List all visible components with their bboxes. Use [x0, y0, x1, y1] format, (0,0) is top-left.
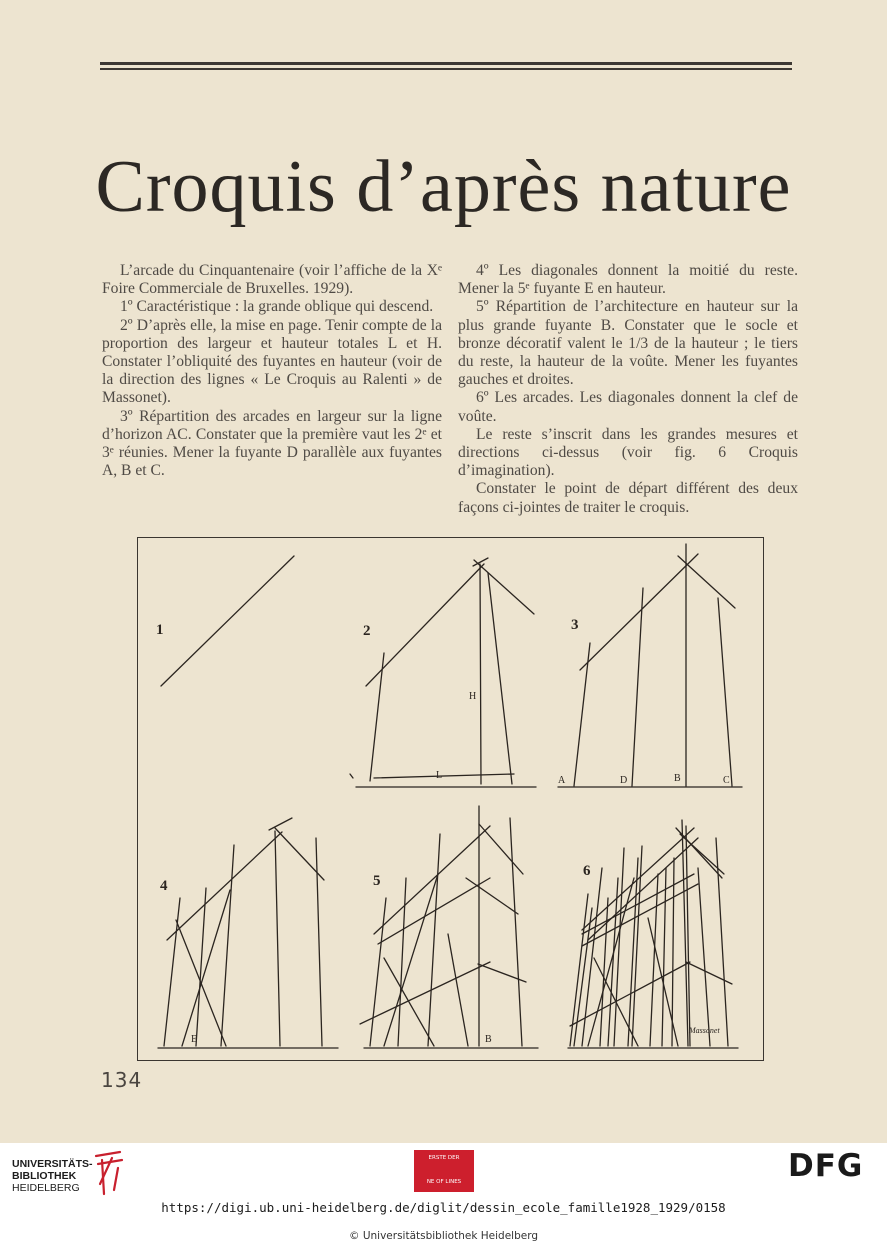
paragraph: 2º D’après elle, la mise en page. Tenir compte de la proportion des largeur et hauteur totales L et H. Constater l’obliquité des fuyantes en hauteur (voir de la direction des lignes « Le Croquis au Ralenti » de Massonet). [102, 316, 442, 407]
sketch-line [370, 653, 384, 781]
library-name-line3: HEIDELBERG [12, 1182, 80, 1194]
library-name-line1: UNIVERSITÄTS- [12, 1158, 93, 1170]
label-d: D [620, 775, 628, 786]
paragraph: 1º Caractéristique : la grande oblique qui descend. [120, 298, 434, 316]
header-rule-thick [100, 62, 792, 65]
library-name-line2: BIBLIOTHEK [12, 1170, 77, 1182]
header-rule-thin [100, 68, 792, 70]
sketch-line [570, 894, 588, 1046]
sketch-line [384, 958, 434, 1046]
page-title: Croquis d’après nature [95, 146, 792, 228]
panel-number: 5 [373, 873, 381, 889]
panel-number: 3 [571, 617, 579, 633]
panel-number: 4 [160, 878, 168, 894]
sketch-line [574, 643, 590, 786]
paragraph: Le reste s’inscrit dans les grandes mesures et directions ci-dessus (voir fig. 6 Croquis d’imagination). [458, 425, 798, 480]
sketch-line [374, 826, 490, 934]
paragraph: L’arcade du Cinquantenaire (voir l’affiche de la Xᵉ Foire Commerciale de Bruxelles. 1929). [102, 262, 442, 298]
sketch-line [718, 598, 732, 786]
library-logo-icon [92, 1150, 126, 1196]
panel-number: 2 [363, 623, 371, 639]
label-b-panel5: B [485, 1034, 492, 1045]
text-column-left [102, 262, 442, 480]
sketch-line [167, 832, 282, 940]
label-a: A [558, 775, 566, 786]
sketch-line [221, 845, 234, 1046]
sketch-line [374, 774, 514, 778]
sketch-line [479, 824, 523, 874]
paragraph: 6º Les arcades. Les diagonales donnent la clef de voûte. [458, 389, 798, 425]
sketch-line [366, 564, 484, 686]
sketch-drawing [138, 538, 765, 1062]
sketch-line [716, 838, 728, 1046]
paragraph: 4º Les diagonales donnent la moitié du reste. Mener la 5ᵉ fuyante E en hauteur. [458, 262, 798, 298]
sketch-line [398, 878, 406, 1046]
sketch-line [588, 838, 698, 940]
sketch-line [466, 878, 518, 914]
paragraph: 5º Répartition de l’architecture en hauteur sur la plus grande fuyante B. Constater que le socle et bronze décoratif valent le 1/3 de la hauteur ; le tiers du reste, la hauteur de la voûte. Mener les fuyantes gauches et droites. [458, 298, 798, 389]
sketch-line [428, 834, 440, 1046]
sketch-line [698, 868, 710, 1046]
sketch-line [480, 564, 481, 784]
center-logo-text: ERSTE DER [428, 1155, 460, 1161]
sketch-figure [137, 537, 764, 1061]
sketch-line [350, 774, 353, 778]
sketch-line [164, 898, 180, 1046]
source-url-link[interactable]: https://digi.ub.uni-heidelberg.de/diglit/dessin_ecole_famille1928_1929/0158 [161, 1200, 726, 1215]
sketch-line [608, 878, 618, 1046]
center-logo-text: NE OF LINES [426, 1179, 462, 1185]
label-b: B [674, 773, 681, 784]
center-logo[interactable] [414, 1150, 474, 1192]
sketch-line [448, 934, 468, 1046]
sketch-line [474, 560, 534, 614]
text-column-right [458, 262, 798, 517]
sketch-line [650, 874, 658, 1046]
dfg-logo[interactable]: DFG [788, 1148, 864, 1184]
sketch-line [510, 818, 522, 1046]
label-c: C [723, 775, 730, 786]
sketch-line [360, 962, 490, 1024]
copyright-notice: © Universitätsbibliothek Heidelberg [348, 1230, 538, 1242]
paragraph: Constater le point de départ différent des deux façons ci-jointes de traiter le croquis. [458, 480, 798, 516]
paragraph: 3º Répartition des arcades en largeur sur la ligne d’horizon AC. Constater que la première vaut les 2ᵉ et 3ᵉ réunies. Mener la fuyante D parallèle aux fuyantes A, B et C. [102, 407, 442, 480]
sketch-line [662, 868, 666, 1046]
sketch-line [488, 573, 512, 784]
label-h: H [469, 691, 477, 702]
label-e: E [191, 1034, 198, 1045]
label-l: L [436, 770, 443, 781]
sketch-line [269, 818, 292, 830]
sketch-line [316, 838, 322, 1046]
panel-number: 1 [156, 622, 164, 638]
panel-number: 6 [583, 863, 591, 879]
sketch-line [686, 962, 732, 984]
artist-signature: Massonet [689, 1026, 720, 1035]
page-number: 134 [101, 1068, 143, 1092]
sketch-line [161, 556, 294, 686]
sketch-line [275, 831, 280, 1046]
sketch-line [370, 898, 386, 1046]
